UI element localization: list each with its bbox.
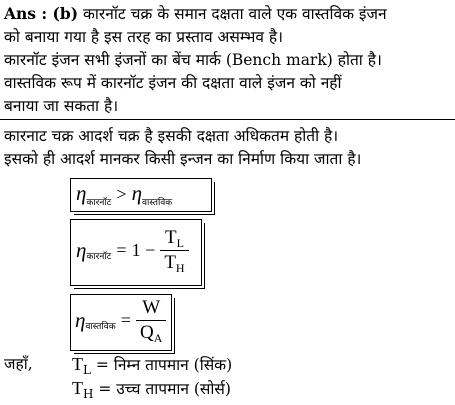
low-temperature-desc: = निम्न तापमान (सिंक) xyxy=(90,356,233,374)
section-divider xyxy=(0,119,455,120)
formula-box-efficiency-comparison xyxy=(70,178,212,212)
equals-sign: = xyxy=(116,240,127,260)
eta-symbol: η xyxy=(76,181,87,205)
answer-line-1-text: कारनॉट चक्र के समान दक्षता वाले एक वास्तविक इंजन xyxy=(78,5,387,23)
real-efficiency-formula xyxy=(75,297,166,344)
answer-line-2: को बनाया गया है इस तरह का प्रस्ताव असम्भव है। xyxy=(4,28,284,46)
l-subscript: L xyxy=(83,363,91,377)
explanation-line-2: इसको ही आदर्श मानकर किसी इन्जन का निर्माण किया जाता है। xyxy=(4,150,362,168)
equals-sign: = xyxy=(120,310,131,330)
carnot-subscript: कारनॉट xyxy=(86,198,112,208)
t-symbol: T xyxy=(72,378,83,398)
h-subscript: H xyxy=(83,387,94,401)
answer-line-3 xyxy=(4,50,382,70)
eta-symbol: η xyxy=(131,181,142,205)
efficiency-comparison xyxy=(76,181,172,206)
formula-box-real-efficiency xyxy=(70,294,172,351)
eta-symbol: η xyxy=(75,308,86,332)
q-symbol: Q xyxy=(139,322,154,343)
t-symbol: T xyxy=(72,354,83,374)
a-subscript: A xyxy=(153,331,163,345)
temperature-ratio xyxy=(160,227,188,274)
real-subscript: वास्तविक xyxy=(85,322,116,332)
carnot-efficiency-formula xyxy=(76,227,189,274)
answer-line-3-post: होता है। xyxy=(332,51,382,69)
high-temperature-desc: = उच्च तापमान (सोर्स) xyxy=(93,380,231,398)
t-symbol: T xyxy=(164,252,176,273)
formula-box-carnot-efficiency xyxy=(70,219,202,286)
answer-line-1 xyxy=(4,4,387,24)
work-numerator: W xyxy=(136,297,166,321)
greater-than-sign: > xyxy=(116,184,127,204)
eta-symbol: η xyxy=(76,238,87,262)
answer-line-3-pre: कारनॉट इंजन सभी इंजनों का बेंच मार्क xyxy=(4,51,226,69)
ratio-numerator xyxy=(160,227,188,251)
definition-th xyxy=(72,378,231,400)
answer-line-4: वास्तविक रूप में कारनॉट इंजन की दक्षता वाले इंजन को नहीं xyxy=(4,74,342,92)
t-symbol: T xyxy=(164,227,177,248)
where-label: जहाँ, xyxy=(4,355,33,373)
real-subscript: वास्तविक xyxy=(141,198,173,208)
work-heat-ratio xyxy=(136,297,166,344)
definition-tl xyxy=(72,354,232,376)
explanation-line-1: कारनाट चक्र आदर्श चक्र है इसकी दक्षता अधिकतम होती है। xyxy=(4,127,339,145)
one-minus: 1 − xyxy=(131,240,156,260)
h-subscript: H xyxy=(175,261,185,275)
answer-label: Ans : (b) xyxy=(4,4,79,23)
bench-mark-term: (Bench mark) xyxy=(225,51,333,69)
l-subscript: L xyxy=(176,236,184,250)
ratio-denominator xyxy=(160,251,188,274)
carnot-subscript: कारनॉट xyxy=(86,252,112,262)
answer-line-5: बनाया जा सकता है। xyxy=(4,97,119,115)
heat-denominator xyxy=(136,321,166,344)
